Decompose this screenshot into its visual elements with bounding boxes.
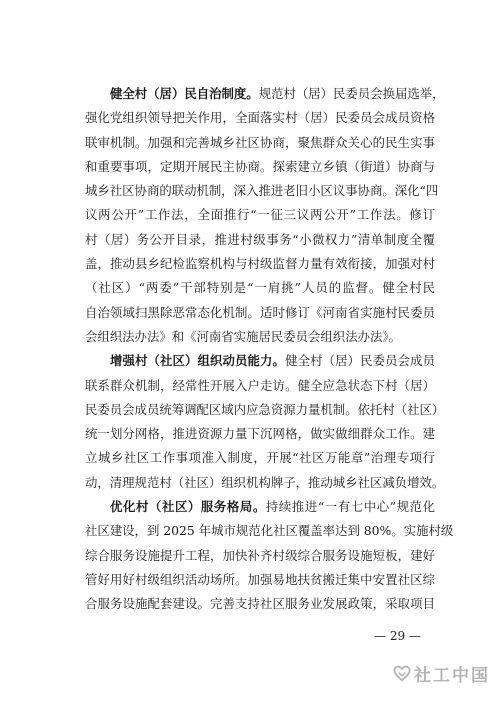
watermark-text: 社工中国 (414, 666, 490, 686)
paragraph-line (85, 349, 435, 373)
paragraph-line (85, 495, 435, 519)
paragraph-line: 动，清理规范村（社区）组织机构牌子，推动城乡社区减负增效。 (85, 474, 445, 490)
paragraph-line: 民委员会成员统筹调配区域内应急资源力量机制。依托村（社区） (85, 401, 445, 417)
paragraph-line: 社区建设，到 2025 年城市规范化社区覆盖率达到 80%。实施村级 (85, 523, 454, 539)
paragraph-line: 联审机制。加强和完善城乡社区协商，聚焦群众关心的民生实事 (85, 134, 435, 150)
paragraph-line: 城乡社区协商的联动机制，深入推进老旧小区议事协商。深化“四 (85, 183, 439, 199)
paragraph-line: 合服务设施配套建设。完善支持社区服务业发展政策，采取项目 (85, 596, 435, 612)
paragraph-line: 和重要事项，定期开展民主协商。探索建立乡镇（街道）协商与 (85, 158, 435, 174)
paragraph-line: 综合服务设施提升工程，加快补齐村级综合服务设施短板，建好 (85, 547, 435, 563)
paragraph-text: 持续推进“一有七中心”规范化 (265, 499, 436, 515)
paragraph-line: 议两公开”工作法，全面推行“一征三议两公开”工作法。修订 (85, 207, 435, 223)
heart-logo-icon (393, 665, 411, 683)
paragraph-line: 立城乡社区工作事项准入制度，开展“社区万能章”治理专项行 (85, 450, 435, 466)
paragraph-heading: 增强村（社区）组织动员能力。 (110, 353, 286, 369)
page-number: — 29 — (374, 629, 421, 643)
paragraph-line: （社区）“两委”干部特别是“一肩挑”人员的监督。健全村民 (85, 280, 435, 296)
paragraph-heading: 优化村（社区）服务格局。 (110, 499, 266, 515)
body-text (85, 82, 454, 617)
paragraph-heading: 健全村（居）民自治制度。 (110, 86, 259, 101)
watermark (393, 661, 490, 686)
paragraph-line: 会组织法办法》和《河南省实施居民委员会组织法办法》。 (85, 328, 401, 344)
paragraph-line (85, 82, 445, 106)
paragraph-line: 管好用好村级组织活动场所。加强易地扶贫搬迁集中安置社区综 (85, 571, 435, 587)
paragraph-line: 盖，推动县乡纪检监察机构与村级监督力量有效衔接，加强对村 (85, 256, 435, 272)
paragraph-line: 自治领域扫黑除恶常态化机制。适时修订《河南省实施村民委员 (85, 304, 435, 320)
paragraph-line: 强化党组织领导把关作用，全面落实村（居）民委员会成员资格 (85, 110, 435, 126)
paragraph-line: 统一划分网格，推进资源力量下沉网格，做实做细群众工作。建 (85, 426, 435, 442)
paragraph-text: 健全村（居）民委员会成员 (285, 353, 436, 369)
paragraph-line: 联系群众机制，经常性开展入户走访。健全应急状态下村（居） (85, 377, 435, 393)
paragraph-line: 村（居）务公开目录，推进村级事务“小微权力”清单制度全覆 (85, 231, 435, 247)
paragraph-text: 规范村（居）民委员会换届选举， (258, 86, 445, 101)
